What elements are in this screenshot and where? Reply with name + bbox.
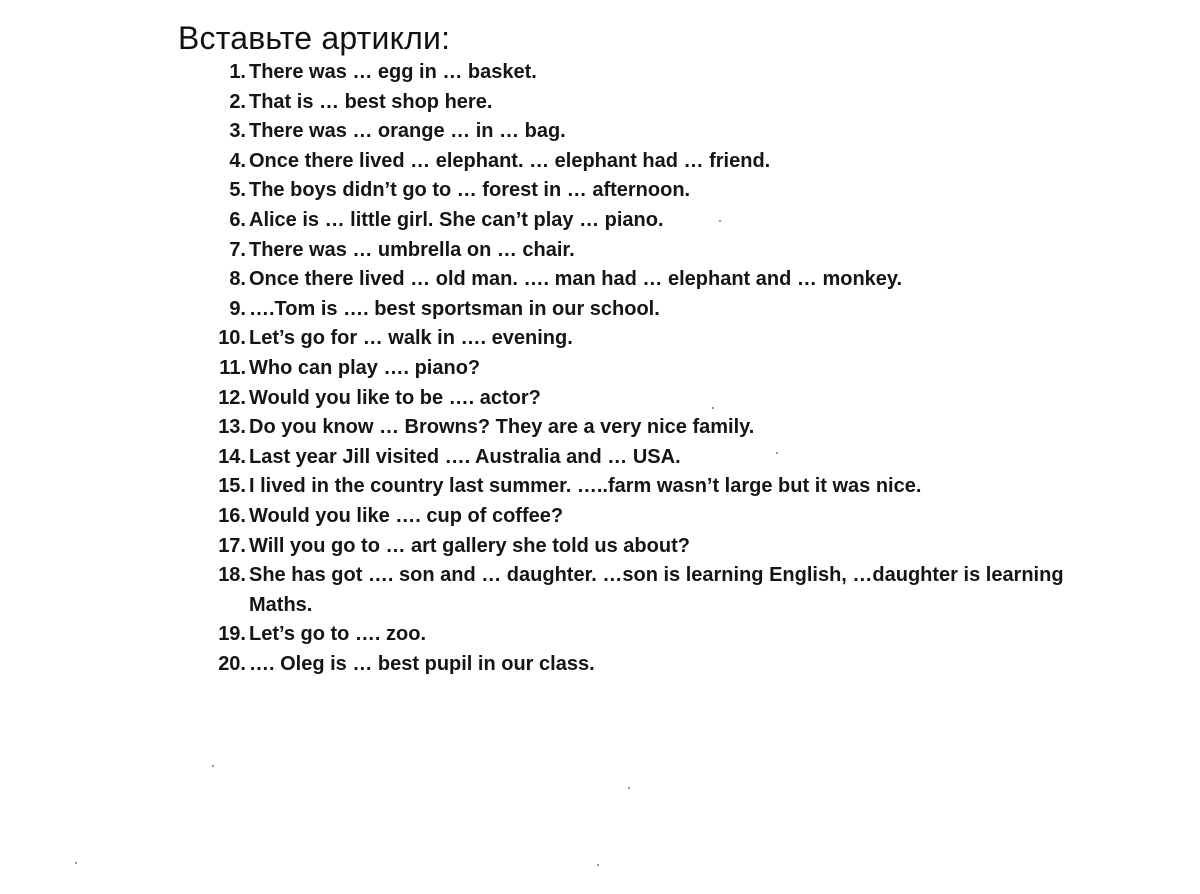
exercise-number-5: 5. bbox=[229, 179, 246, 202]
exercise-number-11: 11. bbox=[219, 356, 246, 379]
exercise-text-14: Last year Jill visited …. Australia and … USA. bbox=[249, 445, 681, 468]
scan-speck bbox=[75, 862, 77, 864]
exercise-number-4: 4. bbox=[229, 149, 246, 172]
exercise-text-11: Who can play …. piano? bbox=[249, 356, 481, 379]
exercise-number-12: 12. bbox=[218, 386, 246, 409]
exercise-number-20: 20. bbox=[218, 652, 246, 675]
exercise-text-10: Let’s go for … walk in …. evening. bbox=[249, 327, 573, 350]
exercise-number-1: 1. bbox=[229, 61, 246, 83]
exercise-item-4 bbox=[202, 147, 1082, 177]
exercise-text-20: …. Oleg is … best pupil in our class. bbox=[249, 652, 595, 675]
exercise-number-3: 3. bbox=[229, 120, 246, 143]
exercise-item-18 bbox=[202, 561, 1082, 620]
exercise-item-2 bbox=[202, 88, 1082, 118]
exercise-list bbox=[202, 58, 1082, 679]
scan-speck bbox=[712, 407, 714, 409]
exercise-item-20 bbox=[202, 650, 1082, 680]
exercise-number-13: 13. bbox=[218, 416, 246, 439]
exercise-item-15 bbox=[202, 472, 1082, 502]
exercise-text-7: There was … umbrella on … chair. bbox=[249, 238, 575, 261]
exercise-number-19: 19. bbox=[218, 623, 246, 646]
exercise-item-12 bbox=[202, 384, 1082, 414]
exercise-number-17: 17. bbox=[218, 534, 246, 557]
exercise-number-16: 16. bbox=[218, 504, 246, 527]
exercise-text-5: The boys didn’t go to … forest in … afternoon. bbox=[249, 179, 691, 202]
exercise-number-8: 8. bbox=[229, 268, 246, 291]
exercise-text-1: There was … egg in … basket. bbox=[249, 61, 537, 83]
exercise-item-17 bbox=[202, 532, 1082, 562]
exercise-item-19 bbox=[202, 620, 1082, 650]
exercise-item-5 bbox=[202, 176, 1082, 206]
exercise-number-15: 15. bbox=[218, 475, 246, 498]
exercise-text-13: Do you know … Browns? They are a very nice family. bbox=[249, 416, 755, 439]
exercise-text-17: Will you go to … art gallery she told us about? bbox=[249, 534, 690, 557]
exercise-number-9: 9. bbox=[229, 297, 246, 320]
exercise-item-13 bbox=[202, 413, 1082, 443]
exercise-item-10 bbox=[202, 324, 1082, 354]
exercise-item-3 bbox=[202, 117, 1082, 147]
exercise-text-9: ….Tom is …. best sportsman in our school. bbox=[249, 297, 660, 320]
exercise-number-10: 10. bbox=[218, 327, 246, 350]
scan-speck bbox=[719, 220, 721, 222]
exercise-item-6 bbox=[202, 206, 1082, 236]
exercise-number-7: 7. bbox=[229, 238, 246, 261]
exercise-text-6: Alice is … little girl. She can’t play … piano. bbox=[249, 208, 664, 231]
scan-speck bbox=[776, 452, 778, 454]
exercise-item-1 bbox=[202, 58, 1082, 88]
exercise-text-15: I lived in the country last summer. …..farm wasn’t large but it was nice. bbox=[249, 475, 922, 498]
exercise-item-9 bbox=[202, 295, 1082, 325]
exercise-text-19: Let’s go to …. zoo. bbox=[249, 623, 427, 646]
exercise-item-8 bbox=[202, 265, 1082, 295]
exercise-item-11 bbox=[202, 354, 1082, 384]
exercise-text-4: Once there lived … elephant. … elephant had … friend. bbox=[249, 149, 771, 172]
worksheet-title: Вставьте артикли: bbox=[178, 20, 451, 56]
exercise-text-8: Once there lived … old man. …. man had … elephant and … monkey. bbox=[249, 268, 903, 291]
exercise-number-2: 2. bbox=[229, 90, 246, 113]
exercise-text-12: Would you like to be …. actor? bbox=[249, 386, 541, 409]
exercise-item-14 bbox=[202, 443, 1082, 473]
exercise-text-18: She has got …. son and … daughter. …son is learning English, …daughter is learning Maths. bbox=[249, 564, 1064, 616]
scan-speck bbox=[597, 864, 599, 866]
exercise-number-6: 6. bbox=[229, 208, 246, 231]
exercise-text-3: There was … orange … in … bag. bbox=[249, 120, 566, 143]
exercise-text-16: Would you like …. cup of coffee? bbox=[249, 504, 564, 527]
exercise-text-2: That is … best shop here. bbox=[249, 90, 493, 113]
exercise-number-14: 14. bbox=[218, 445, 246, 468]
exercise-number-18: 18. bbox=[218, 564, 246, 587]
exercise-item-16 bbox=[202, 502, 1082, 532]
scan-speck bbox=[212, 765, 214, 767]
exercise-item-7 bbox=[202, 236, 1082, 266]
scan-speck bbox=[628, 787, 630, 789]
